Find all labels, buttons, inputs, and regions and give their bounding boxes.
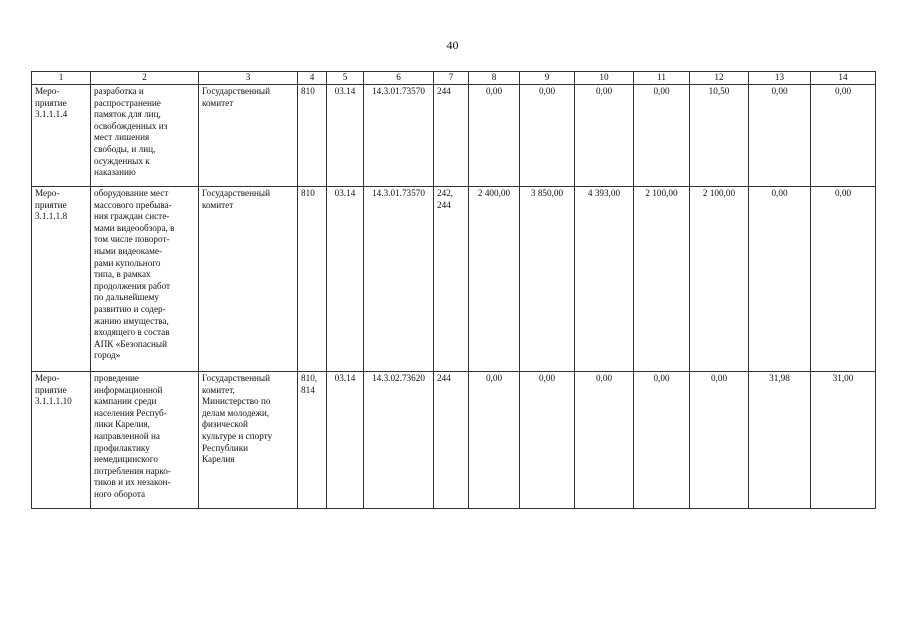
amount-cell: 0,00: [575, 372, 634, 509]
target-article-cell: 14.3.02.73620: [364, 372, 434, 509]
amount-cell: 2 100,00: [690, 187, 749, 372]
amount-cell: 0,00: [520, 372, 575, 509]
table-row: [32, 372, 876, 509]
amount-cell: 0,00: [634, 372, 690, 509]
executor-cell: Государственный комитет, Министерство по делам молодежи, физической культуре и спорту Республики Карелия: [199, 372, 298, 509]
column-header-6: 6: [364, 72, 434, 85]
amount-cell: 0,00: [634, 85, 690, 187]
executor-cell: Государственный комитет: [199, 85, 298, 187]
section-code-cell: 03.14: [327, 85, 364, 187]
target-article-cell: 14.3.01.73570: [364, 85, 434, 187]
expense-type-cell: 244: [434, 85, 469, 187]
amount-cell: 0,00: [520, 85, 575, 187]
expense-type-cell: 244: [434, 372, 469, 509]
budget-table: [31, 71, 876, 509]
target-article-cell: 14.3.01.73570: [364, 187, 434, 372]
expense-type-cell: 242, 244: [434, 187, 469, 372]
event-code-cell: Меро- приятие 3.1.1.1.10: [32, 372, 91, 509]
section-code-cell: 03.14: [327, 372, 364, 509]
page-number: 40: [446, 38, 459, 52]
header-row: [32, 72, 876, 85]
amount-cell: 0,00: [811, 187, 876, 372]
table-row: [32, 187, 876, 372]
grbs-code-cell: 810: [298, 85, 327, 187]
amount-cell: 0,00: [469, 85, 520, 187]
column-header-2: 2: [91, 72, 199, 85]
column-header-11: 11: [634, 72, 690, 85]
amount-cell: 0,00: [469, 372, 520, 509]
column-header-9: 9: [520, 72, 575, 85]
event-code-cell: Меро- приятие 3.1.1.1.4: [32, 85, 91, 187]
amount-cell: 10,50: [690, 85, 749, 187]
column-header-12: 12: [690, 72, 749, 85]
amount-cell: 0,00: [690, 372, 749, 509]
amount-cell: 0,00: [749, 187, 811, 372]
amount-cell: 31,00: [811, 372, 876, 509]
event-code-cell: Меро- приятие 3.1.1.1.8: [32, 187, 91, 372]
event-description-cell: разработка и распространение памяток для лиц, освобожденных из мест лишения свободы, и лиц, осужденных к наказанию: [91, 85, 199, 187]
column-header-10: 10: [575, 72, 634, 85]
amount-cell: 31,98: [749, 372, 811, 509]
amount-cell: 2 100,00: [634, 187, 690, 372]
column-header-14: 14: [811, 72, 876, 85]
table-row: [32, 85, 876, 187]
amount-cell: 4 393,00: [575, 187, 634, 372]
amount-cell: 0,00: [811, 85, 876, 187]
column-header-1: 1: [32, 72, 91, 85]
column-header-7: 7: [434, 72, 469, 85]
amount-cell: 0,00: [575, 85, 634, 187]
amount-cell: 2 400,00: [469, 187, 520, 372]
grbs-code-cell: 810, 814: [298, 372, 327, 509]
column-header-8: 8: [469, 72, 520, 85]
column-header-4: 4: [298, 72, 327, 85]
event-description-cell: проведение информационной кампании среди населения Респуб- лики Карелия, направленной на профилактику немедицинского потребления нарко- тиков и их незакон- ного оборота: [91, 372, 199, 509]
event-description-cell: оборудование мест массового пребыва- ния граждан систе- мами видеообзора, в том числе поворот- ными видеокаме- рами купольного типа, в рамках продолжения работ по дальнейшему развитию и содер- жанию имущества, входящего в состав АПК «Безопасный город»: [91, 187, 199, 372]
column-header-13: 13: [749, 72, 811, 85]
amount-cell: 0,00: [749, 85, 811, 187]
amount-cell: 3 850,00: [520, 187, 575, 372]
grbs-code-cell: 810: [298, 187, 327, 372]
column-header-5: 5: [327, 72, 364, 85]
executor-cell: Государственный комитет: [199, 187, 298, 372]
section-code-cell: 03.14: [327, 187, 364, 372]
column-header-3: 3: [199, 72, 298, 85]
